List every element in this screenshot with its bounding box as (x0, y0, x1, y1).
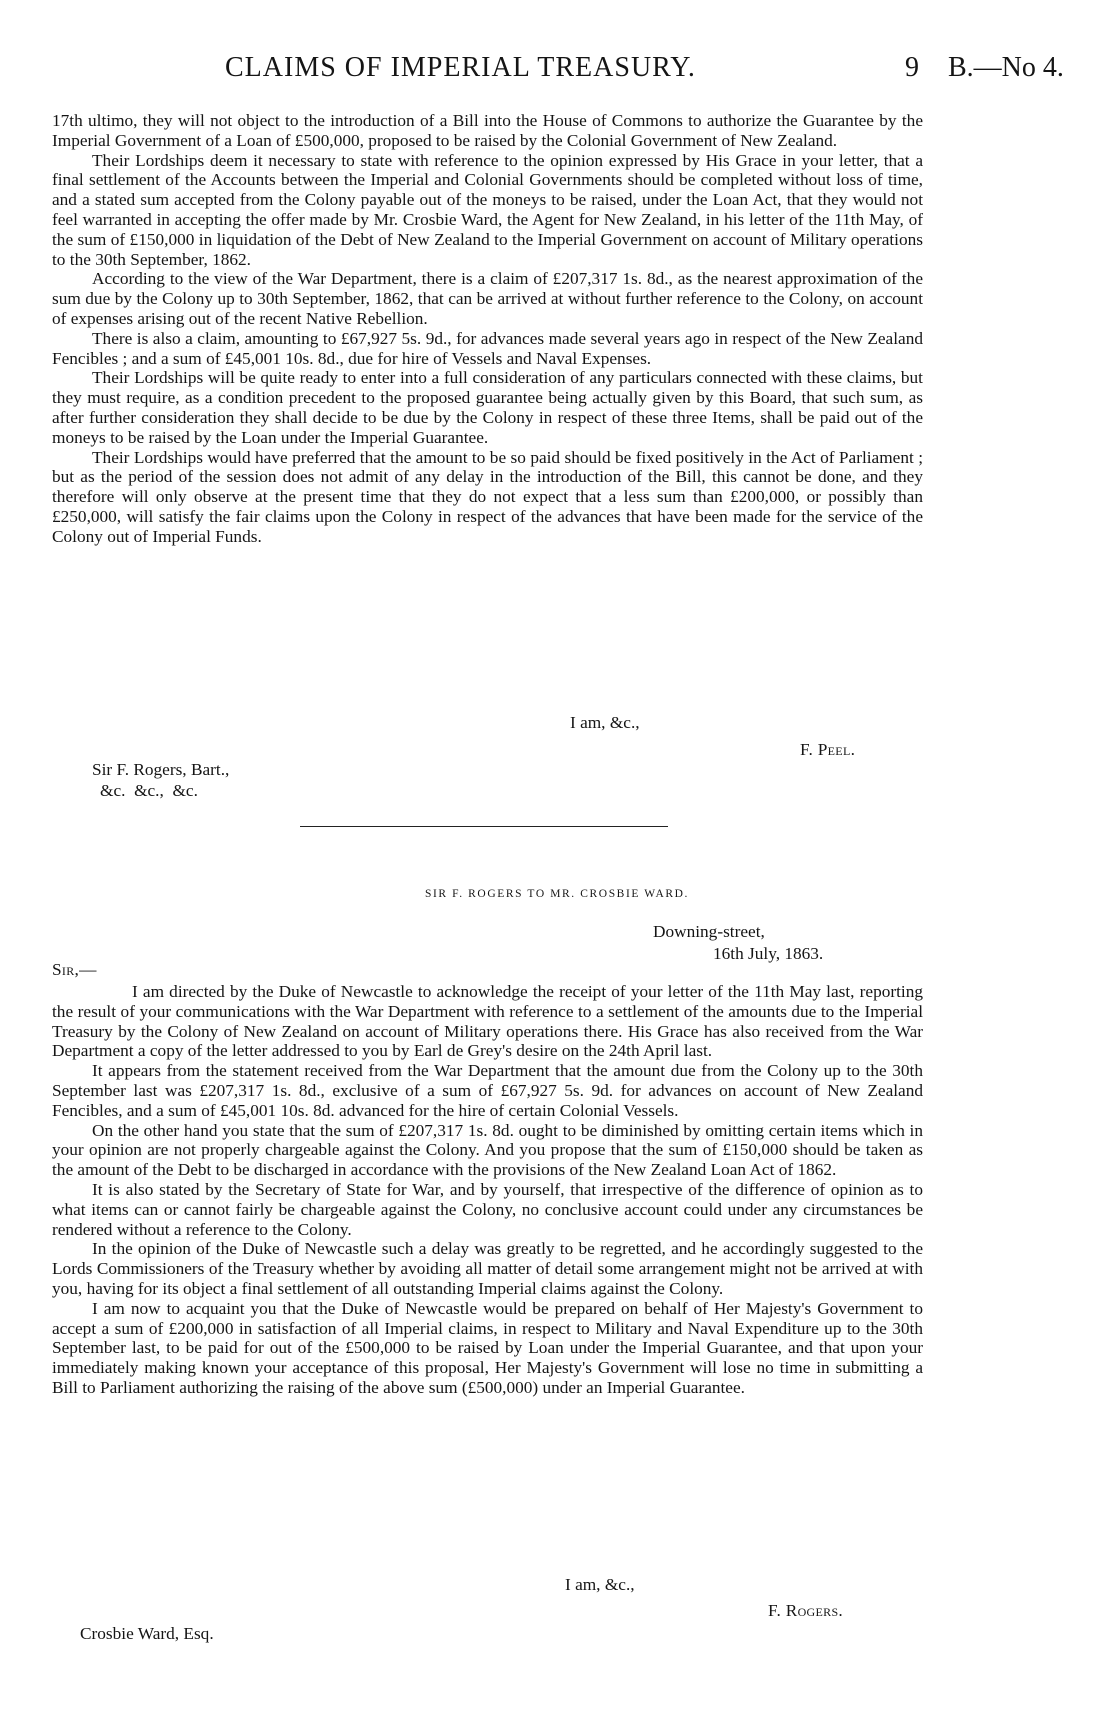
letter-one-addressee-etc: &c. &c., &c. (100, 781, 198, 800)
paragraph: I am now to acquaint you that the Duke of Newcastle would be prepared on behalf of Her Majesty's Government to accept a sum of £200,000 in satisfaction of all Imperial claims, in respect to Military and Naval Expenditure up to the 30th September last, to be paid for out of the £500,000 to be raised by Loan under the Imperial Guarantee, and that upon your immediately making known your acceptance of this proposal, Her Majesty's Government will lose no time in submitting a Bill to Parliament authorizing the raising of the above sum (£500,000) under an Imperial Guarantee. (52, 1298, 923, 1397)
paragraph: I am directed by the Duke of Newcastle to acknowledge the receipt of your letter of the 11th May last, reporting the result of your communications with the War Department with reference to a settlement of the amounts due to the Imperial Treasury by the Colony of New Zealand on account of Military operations there. His Grace has also received from the War Department a copy of the letter addressed to you by Earl de Grey's desire on the 24th April last. (52, 982, 923, 1061)
letter-two-date: 16th July, 1863. (713, 944, 824, 963)
letter-two-closing: I am, &c., (565, 1575, 635, 1594)
letter-one-body (52, 111, 923, 547)
paragraph: On the other hand you state that the sum of £207,317 1s. 8d. ought to be diminished by omitting certain items which in your opinion are not properly chargeable against the Colony. And you propose that the sum of £150,000 should be taken as the amount of the Debt to be discharged in accordance with the provisions of the New Zealand Loan Act of 1862. (52, 1120, 923, 1180)
paragraph: There is also a claim, amounting to £67,927 5s. 9d., for advances made several years ago in respect of the New Zealand Fencibles ; and a sum of £45,001 10s. 8d., due for hire of Vessels and Naval Expenses. (52, 328, 923, 368)
paragraph: In the opinion of the Duke of Newcastle such a delay was greatly to be regretted, and he accordingly suggested to the Lords Commissioners of the Treasury whether by avoiding all matter of detail some arrangement might not be arrived at with you, having for its object a final settlement of all outstanding Imperial claims against the Colony. (52, 1239, 923, 1298)
page-number: 9 (905, 52, 919, 83)
letter-two-place: Downing-street, (653, 922, 765, 941)
letter-one-addressee: Sir F. Rogers, Bart., (92, 760, 230, 779)
paragraph: It appears from the statement received from the War Department that the amount due from the Colony up to the 30th September last was £207,317 1s. 8d., exclusive of a sum of £67,927 5s. 9d. for advances on account of New Zealand Fencibles, and a sum of £45,001 10s. 8d. advanced for the hire of certain Colonial Vessels. (52, 1061, 923, 1120)
paragraph: It is also stated by the Secretary of State for War, and by yourself, that irrespective of the difference of opinion as to what items can or cannot fairly be chargeable against the Colony, no conclusive account could under any circumstances be rendered without a reference to the Colony. (52, 1179, 923, 1239)
letter-one-signature: F. Peel. (800, 740, 856, 759)
letter-two-salutation: Sir,— (52, 960, 97, 979)
letter-two-heading: SIR F. ROGERS TO MR. CROSBIE WARD. (424, 888, 690, 900)
paragraph: 17th ultimo, they will not object to the introduction of a Bill into the House of Commons to authorize the Guarantee by the Imperial Government of a Loan of £500,000, proposed to be raised by the Colonial Government of New Zealand. (52, 111, 923, 150)
paragraph: Their Lordships would have preferred that the amount to be so paid should be fixed positively in the Act of Parliament ; but as the period of the session does not admit of any delay in the introduction of the Bill, this cannot be done, and they therefore will only observe at the present time that they do not expect that a less sum than £200,000, or possibly than £250,000, will satisfy the fair claims upon the Colony in respect of the advances that have been made for the service of the Colony out of Imperial Funds. (52, 447, 923, 546)
paragraph: Their Lordships will be quite ready to enter into a full consideration of any particulars connected with these claims, but they must require, as a condition precedent to the proposed guarantee being actually given by this Board, that such sum, as after further consideration they shall decide to be due by the Colony in respect of these three Items, shall be paid out of the moneys to be raised by the Loan under the Imperial Guarantee. (52, 368, 923, 447)
section-divider (300, 826, 668, 827)
letter-two-signature: F. Rogers. (768, 1601, 844, 1620)
running-title: CLAIMS OF IMPERIAL TREASURY. (225, 52, 696, 83)
paragraph: According to the view of the War Department, there is a claim of £207,317 1s. 8d., as the nearest approximation of the sum due by the Colony up to 30th September, 1862, that can be arrived at without further reference to the Colony, on account of expenses arising out of the recent Native Rebellion. (52, 269, 923, 328)
letter-two-addressee: Crosbie Ward, Esq. (80, 1624, 214, 1643)
page-header (0, 52, 1114, 92)
letter-one-closing: I am, &c., (570, 713, 640, 732)
document-reference: B.—No 4. (948, 52, 1064, 83)
paragraph: Their Lordships deem it necessary to state with reference to the opinion expressed by His Grace in your letter, that a final settlement of the Accounts between the Imperial and Colonial Governments should be completed without loss of time, and a stated sum accepted from the Colony payable out of the moneys to be raised, under the Loan Act, that they would not feel warranted in accepting the offer made by Mr. Crosbie Ward, the Agent for New Zealand, in his letter of the 11th May, of the sum of £150,000 in liquidation of the Debt of New Zealand to the Imperial Government on account of Military operations to the 30th September, 1862. (52, 150, 923, 269)
letter-two-body (52, 982, 923, 1398)
